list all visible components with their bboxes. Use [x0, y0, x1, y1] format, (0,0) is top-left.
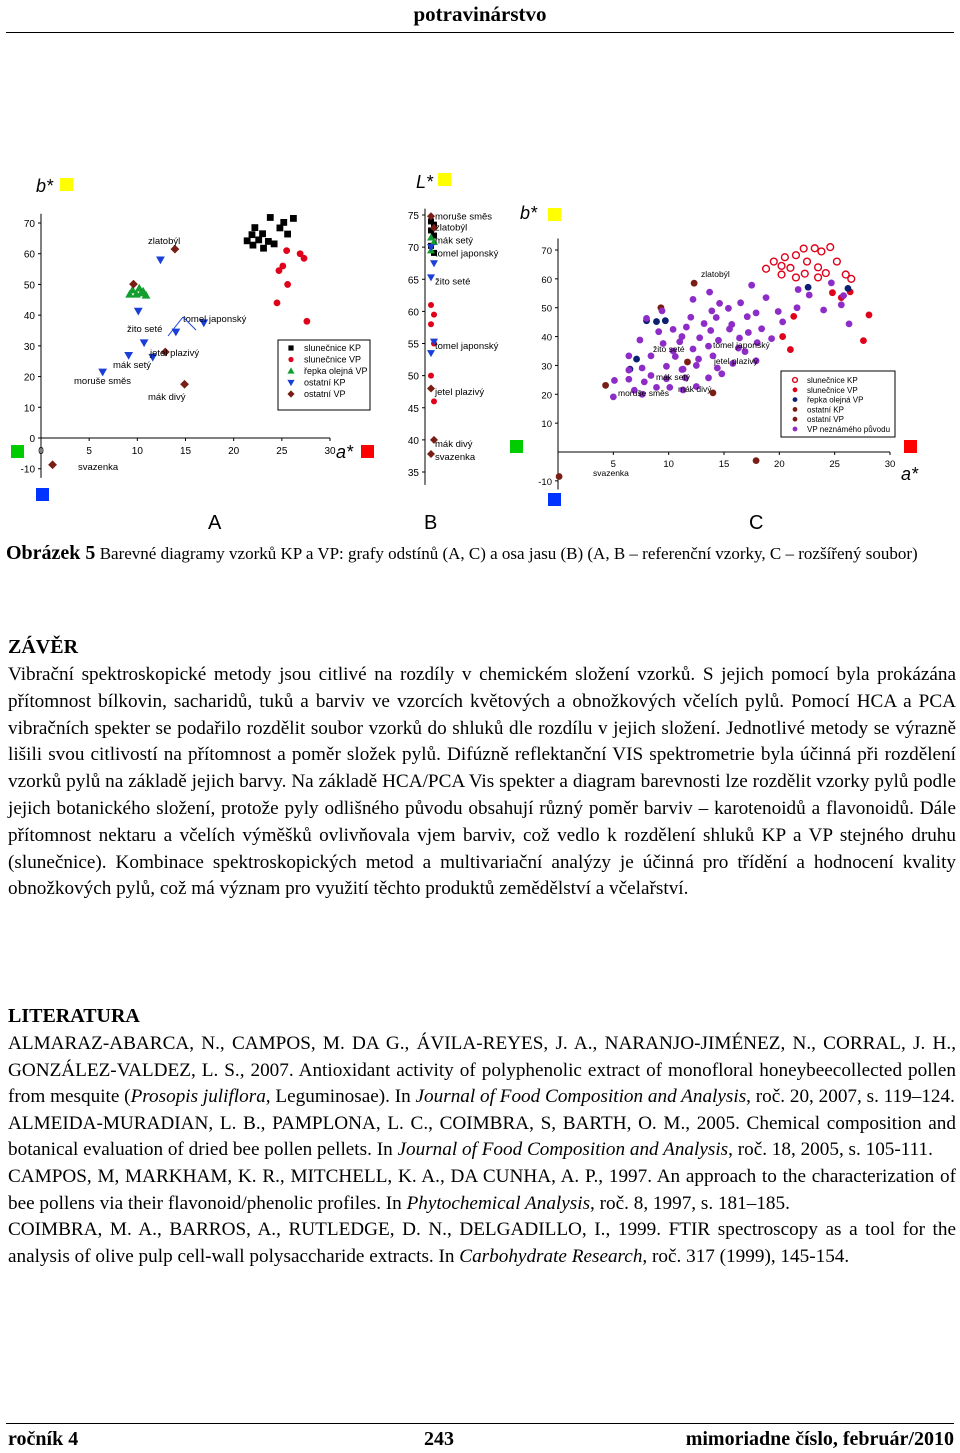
- data-point: [684, 359, 691, 366]
- data-point: [748, 282, 755, 289]
- data-point: [663, 363, 670, 370]
- data-point: [124, 352, 133, 360]
- data-point: [753, 457, 760, 464]
- data-point: [290, 215, 297, 222]
- data-point: [283, 247, 290, 254]
- data-point: [276, 267, 283, 274]
- data-point: [288, 345, 293, 350]
- reference-item: [8, 1111, 956, 1164]
- x-tick-label: 10: [131, 446, 143, 457]
- data-point: [251, 224, 258, 231]
- data-point: [156, 256, 165, 264]
- data-point: [625, 353, 632, 360]
- data-point: [659, 307, 666, 314]
- data-point: [610, 393, 617, 400]
- reference-italic: Phytochemical Analysis: [406, 1192, 591, 1214]
- point-annotation: svazenka: [593, 468, 629, 478]
- journal-header: potravinárstvo: [413, 2, 547, 26]
- data-point: [707, 327, 714, 334]
- data-point: [840, 292, 847, 299]
- chart-c-hue-diagram: [505, 195, 960, 515]
- literature-heading: LITERATURA: [8, 1005, 140, 1027]
- reference-item: [8, 1217, 956, 1270]
- y-tick-label: 70: [23, 219, 35, 230]
- y-tick-label: 35: [407, 468, 419, 479]
- data-point: [866, 312, 873, 319]
- data-point: [267, 214, 274, 221]
- data-point: [833, 258, 840, 265]
- legend-label: řepka olejná VP: [807, 395, 864, 405]
- point-annotation: jetel plazivý: [714, 356, 758, 366]
- data-point: [781, 254, 788, 261]
- data-point: [828, 279, 835, 286]
- header-rule: [6, 32, 954, 33]
- data-point: [260, 245, 267, 252]
- point-annotation: moruše směs: [74, 376, 132, 387]
- data-point: [259, 230, 266, 237]
- reference-list: [8, 1031, 956, 1270]
- reference-text: , roč. 18, 2005, s. 105-111.: [728, 1139, 933, 1161]
- data-point: [428, 321, 434, 327]
- data-point: [758, 325, 765, 332]
- legend-label: řepka olejná VP: [304, 366, 368, 376]
- y-tick-label: 45: [407, 403, 419, 415]
- point-annotation: tomel japonský: [713, 340, 770, 350]
- data-point: [820, 307, 827, 314]
- footer-volume: ročník 4: [8, 1428, 79, 1450]
- y-tick-label: 40: [541, 332, 552, 344]
- y-tick-label: 70: [541, 246, 552, 257]
- reference-italic: Carbohydrate Research: [459, 1245, 643, 1267]
- data-point: [848, 275, 855, 282]
- data-point: [829, 289, 836, 296]
- x-tick-label: 25: [829, 459, 840, 470]
- reference-item: [8, 1031, 956, 1111]
- y-tick-label: 50: [541, 303, 552, 315]
- y-tick-label: 10: [23, 403, 35, 415]
- data-point: [611, 377, 618, 384]
- red-color-square: [904, 440, 917, 453]
- data-point: [431, 312, 437, 318]
- data-point: [778, 262, 785, 269]
- reference-text: COIMBRA, M. A., BARROS, A., RUTLEDGE, D. N., DELGADILLO, I., 1999. FTIR spectroscopy as a tool for the analysis of olive pulp cell-wall polysaccharide extracts. In: [8, 1219, 956, 1267]
- y-tick-label: -10: [538, 476, 552, 488]
- data-point: [653, 318, 660, 325]
- y-tick-label: 30: [541, 361, 552, 373]
- point-annotation: zlatobýl: [701, 269, 730, 279]
- yellow-color-square: [548, 208, 561, 221]
- yellow-color-square: [438, 173, 451, 186]
- data-point: [648, 372, 655, 379]
- footer-rule: [6, 1423, 954, 1424]
- panel-label-b: B: [424, 512, 438, 534]
- data-point: [602, 382, 609, 389]
- data-point: [860, 337, 867, 344]
- reference-text: ALMARAZ-ABARCA, N., CAMPOS, M. DA G., ÁVILA-REYES, J. A., NARANJO-JIMÉNEZ, N., CORRAL, J. H., GONZÁLEZ-VALDEZ, L. S., 2007. Antioxidant activity of polyphenolic extract of monofloral honeybeecollected pollen from mesquite (: [8, 1033, 956, 1108]
- data-point: [636, 337, 643, 344]
- conclusion-heading: ZÁVĚR: [8, 636, 79, 658]
- data-point: [804, 258, 811, 265]
- data-point: [693, 362, 700, 369]
- data-point: [303, 318, 310, 325]
- point-annotation: svazenka: [435, 451, 476, 463]
- x-tick-label: 15: [718, 459, 730, 470]
- data-point: [427, 384, 435, 392]
- point-annotation: žito seté: [127, 324, 163, 335]
- legend-label: slunečnice KP: [304, 343, 362, 353]
- legend-label: slunečnice VP: [304, 354, 362, 365]
- point-annotation: mák setý: [113, 360, 152, 371]
- data-point: [428, 373, 434, 379]
- data-point: [763, 265, 770, 272]
- x-tick-label: 5: [610, 459, 616, 470]
- reference-text: , roč. 20, 2007, s. 119–124.: [746, 1086, 955, 1108]
- legend-label: slunečnice KP: [807, 376, 858, 385]
- green-color-square: [510, 440, 523, 453]
- point-annotation: mák divý: [678, 384, 712, 394]
- data-point: [284, 231, 291, 238]
- x-tick-label: 15: [179, 446, 192, 457]
- point-annotation: mák divý: [148, 392, 186, 403]
- data-point: [745, 329, 752, 336]
- data-point: [180, 380, 189, 389]
- x-tick-label: 20: [228, 446, 240, 457]
- data-point: [249, 231, 256, 238]
- data-point: [284, 281, 291, 288]
- caption-text: Barevné diagramy vzorků KP a VP: grafy odstínů (A, C) a osa jasu (B) (A, B – referenční vzorky, C – rozšířený soubor): [99, 544, 918, 563]
- point-annotation: tomel japonský: [435, 248, 499, 260]
- data-point: [800, 245, 807, 252]
- footer-page-number: 243: [424, 1428, 454, 1450]
- data-point: [662, 317, 669, 324]
- y-tick-label: 55: [407, 339, 419, 351]
- caption-label: Obrázek 5: [6, 542, 96, 564]
- data-point: [770, 258, 777, 265]
- data-point: [827, 244, 834, 251]
- data-point: [793, 274, 800, 281]
- data-point: [625, 376, 632, 383]
- data-point: [271, 240, 278, 247]
- point-annotation: svazenka: [78, 462, 119, 473]
- data-point: [244, 237, 251, 244]
- y-tick-label: 40: [407, 435, 419, 447]
- y-tick-label: 20: [541, 390, 552, 402]
- data-point: [806, 292, 813, 299]
- reference-text: CAMPOS, M, MARKHAM, K. R., MITCHELL, K. A., DA CUNHA, A. P., 1997. An approach to the characterization of bee pollens via their flavonoid/phenolic profiles. In: [8, 1165, 956, 1214]
- data-point: [793, 427, 798, 432]
- point-annotation: zlatobýl: [435, 222, 468, 234]
- data-point: [683, 324, 690, 331]
- data-point: [639, 365, 646, 372]
- data-point: [793, 252, 800, 259]
- point-annotation: tomel japonský: [435, 340, 499, 352]
- data-point: [793, 387, 798, 392]
- data-point: [838, 301, 845, 308]
- data-point: [431, 398, 437, 404]
- data-point: [625, 367, 632, 374]
- panel-label-a: A: [208, 512, 222, 534]
- data-point: [744, 313, 751, 320]
- data-point: [708, 307, 715, 314]
- x-tick-label: 10: [663, 459, 674, 470]
- data-point: [725, 305, 732, 312]
- data-point: [718, 370, 725, 377]
- data-point: [690, 296, 697, 303]
- data-point: [277, 225, 284, 232]
- reference-text: , roč. 317 (1999), 145-154.: [642, 1245, 850, 1267]
- data-point: [48, 460, 57, 469]
- data-point: [713, 314, 720, 321]
- point-annotation: tomel japonský: [183, 314, 247, 325]
- y-tick-label: 50: [23, 280, 35, 292]
- yellow-color-square: [60, 178, 73, 191]
- x-tick-label: 0: [38, 446, 44, 457]
- blue-color-square: [548, 493, 561, 506]
- data-point: [787, 264, 794, 271]
- blue-color-square: [36, 488, 49, 501]
- data-point: [140, 339, 149, 347]
- legend-label: ostatní VP: [807, 415, 844, 425]
- x-tick-label: 30: [884, 459, 896, 470]
- data-point: [795, 286, 802, 293]
- data-point: [288, 357, 293, 362]
- data-point: [793, 378, 798, 383]
- point-annotation: jetel plazivý: [150, 348, 200, 359]
- data-point: [274, 299, 281, 306]
- data-point: [846, 320, 853, 327]
- x-axis-title: a*: [901, 464, 919, 484]
- legend-label: ostatní KP: [304, 377, 346, 388]
- y-tick-label: 65: [407, 275, 419, 287]
- data-point: [705, 374, 712, 381]
- data-point: [250, 242, 257, 249]
- reference-text: , roč. 8, 1997, s. 181–185.: [590, 1192, 790, 1214]
- x-tick-label: 25: [276, 446, 288, 457]
- data-point: [822, 270, 829, 277]
- data-point: [763, 294, 770, 301]
- data-point: [633, 356, 640, 363]
- data-point: [793, 407, 798, 412]
- data-point: [753, 310, 760, 317]
- chart-a-hue-diagram: [0, 160, 380, 500]
- data-point: [690, 346, 697, 353]
- data-point: [643, 315, 650, 322]
- data-point: [794, 304, 801, 311]
- data-point: [696, 334, 703, 341]
- data-point: [787, 346, 794, 353]
- data-point: [134, 308, 143, 316]
- reference-italic: Prosopis juliflora: [130, 1086, 266, 1108]
- data-point: [705, 343, 712, 350]
- data-point: [775, 308, 782, 315]
- figure-caption: [6, 540, 954, 567]
- red-color-square: [361, 445, 374, 458]
- reference-text: , Leguminosae). In: [265, 1086, 416, 1108]
- reference-text: ALMEIDA-MURADIAN, L. B., PAMPLONA, L. C., COIMBRA, S, BARTH, O. M., 2005. Chemical composition and botanical evaluation of dried bee pollen pellets. In: [8, 1112, 956, 1161]
- data-point: [815, 264, 822, 271]
- point-annotation: žito seté: [435, 276, 471, 288]
- data-point: [427, 350, 435, 357]
- point-annotation: jetel plazivý: [435, 387, 485, 399]
- data-point: [691, 280, 698, 287]
- y-tick-label: 60: [407, 307, 419, 319]
- data-point: [301, 255, 308, 262]
- reference-item: [8, 1164, 956, 1217]
- data-point: [655, 328, 662, 335]
- y-tick-label: 0: [29, 434, 35, 445]
- y-tick-label: 60: [541, 274, 552, 286]
- data-point: [818, 248, 825, 255]
- y-tick-label: 10: [541, 419, 552, 431]
- legend-label: slunečnice VP: [807, 385, 858, 395]
- y-tick-label: 60: [23, 249, 35, 261]
- y-tick-label: 50: [407, 371, 419, 383]
- point-annotation: mák setý: [435, 235, 474, 247]
- point-annotation: moruše směs: [618, 388, 670, 398]
- data-point: [815, 274, 822, 281]
- point-annotation: zlatobýl: [148, 236, 181, 247]
- data-point: [811, 245, 818, 252]
- data-point: [556, 473, 563, 480]
- data-point: [679, 333, 686, 340]
- point-annotation: moruše směs: [435, 211, 493, 223]
- point-annotation: žito seté: [653, 344, 685, 354]
- data-point: [687, 314, 694, 321]
- conclusion-text: Vibrační spektroskopické metody jsou citlivé na rozdíly v chemickém složení vzorků. S jejich pomocí byla prokázána přítomnost bílkovin, sacharidů, tuků a barviv ve vzorcích květových a obnožkových včelích pylů. Pomocí HCA a PCA vibračních spekter se podařilo rozdělit soubor vzorků do shluků dle rozdílu v jejich složení. Jednotlivé metody se výrazně lišili svou citlivostí na přítomnost a poměr složek pylů. Difúzně reflektanční VIS spektrometrie byla účinná při rozdělení vzorků pylů na základě jejich barvy. Na základě HCA/PCA Vis spekter a diagram barevnosti lze rozdělit vzorky pylů podle jejich botanického složení, protože pyly odlišného původu obsahují různý poměr barviv – karotenoidů a flavonoidů. Dále přítomnost nektaru a včelích výměšků ovlivňovala vjem barviv, což vedlo k rozdělení shluků KP a VP stejného druhu (slunečnice). Kombinace spektroskopických metod a multivariační analýzy je účinná pro třídění a hodnocení kvality obnožkových pylů, což má význam pro využití těchto produktů zemědělství a včelařství.: [8, 664, 956, 900]
- y-tick-label: 20: [23, 372, 35, 384]
- data-point: [793, 417, 798, 422]
- data-point: [427, 274, 435, 281]
- x-axis-title: a*: [336, 442, 354, 462]
- footer-issue: mimoriadne číslo, február/2010: [685, 1428, 954, 1450]
- legend-label: ostatní VP: [304, 389, 346, 399]
- reference-italic: Journal of Food Composition and Analysis: [415, 1086, 747, 1108]
- data-point: [427, 450, 435, 458]
- data-point: [716, 300, 723, 307]
- data-point: [790, 313, 797, 320]
- green-color-square: [11, 445, 24, 458]
- data-point: [641, 378, 648, 385]
- y-tick-label: 30: [23, 341, 35, 353]
- y-tick-label: 40: [23, 311, 35, 323]
- y-axis-title: b*: [520, 203, 538, 223]
- data-point: [737, 299, 744, 306]
- x-tick-label: 20: [774, 459, 785, 470]
- data-point: [779, 333, 786, 340]
- panel-label-c: C: [749, 512, 764, 534]
- y-tick-label: 75: [407, 211, 419, 222]
- data-point: [706, 289, 713, 296]
- y-tick-label: 70: [407, 243, 419, 255]
- legend-label: ostatní KP: [807, 405, 844, 415]
- x-tick-label: 30: [324, 446, 336, 457]
- data-point: [701, 320, 708, 327]
- data-point: [428, 302, 434, 308]
- legend-label: VP neznámého původu: [807, 425, 891, 434]
- data-point: [670, 326, 677, 333]
- data-point: [793, 397, 798, 402]
- data-point: [728, 321, 735, 328]
- y-axis-title: L*: [416, 172, 434, 192]
- data-point: [779, 318, 786, 325]
- data-point: [845, 285, 852, 292]
- point-annotation: mák divý: [435, 439, 473, 451]
- y-axis-title: b*: [36, 176, 54, 196]
- data-point: [695, 356, 702, 363]
- x-tick-label: 5: [86, 446, 92, 457]
- point-annotation: mák setý: [656, 372, 691, 382]
- data-point: [129, 280, 138, 289]
- reference-italic: Journal of Food Composition and Analysis: [397, 1139, 729, 1161]
- data-point: [801, 270, 808, 277]
- data-point: [778, 271, 785, 278]
- y-tick-label: -10: [20, 464, 35, 476]
- data-point: [805, 284, 812, 291]
- data-point: [430, 260, 438, 267]
